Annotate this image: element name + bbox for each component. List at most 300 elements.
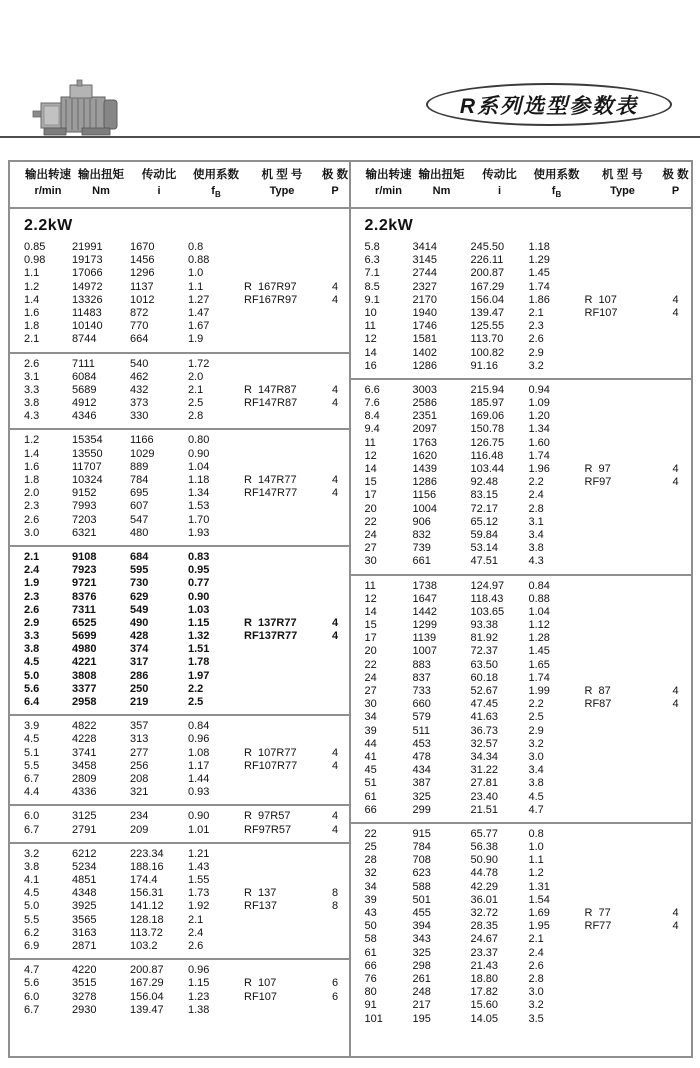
cell-type: RF87 [584, 698, 612, 711]
cell-torque: 298 [412, 959, 431, 972]
cell-type [585, 881, 661, 894]
cell-pole [661, 933, 691, 946]
cell-ratio: 549 [130, 603, 149, 616]
cell-factor: 1.74 [528, 280, 550, 293]
cell-factor: 1.34 [188, 487, 210, 500]
cell-torque: 2958 [72, 696, 97, 708]
cell-ratio: 428 [130, 630, 149, 643]
right-column-body-blocks [351, 237, 692, 1031]
cell-ratio: 156.04 [470, 293, 505, 306]
cell-type [585, 854, 661, 867]
cell-ratio: 63.50 [470, 658, 499, 671]
table-row [10, 656, 349, 669]
cell-type [244, 773, 320, 786]
cell-torque: 739 [412, 542, 431, 555]
gearmotor-drawing [32, 76, 124, 140]
header-ratio-cn: 传动比 [482, 169, 517, 182]
cell-factor: 1.92 [188, 900, 210, 913]
cell-torque: 3278 [72, 990, 97, 1003]
cell-torque: 2744 [412, 267, 437, 280]
cell-ratio: 462 [130, 370, 149, 383]
cell-speed: 12 [364, 592, 377, 605]
cell-factor: 1.0 [188, 267, 204, 280]
cell-ratio: 208 [130, 772, 149, 785]
cell-type [244, 551, 320, 564]
table-row [351, 450, 692, 463]
cell-type [585, 933, 661, 946]
cell-factor: 2.6 [528, 959, 544, 972]
cell-factor: 3.2 [528, 737, 544, 750]
table-row [351, 580, 692, 593]
cell-pole [661, 645, 691, 658]
cell-pole [661, 529, 691, 542]
cell-speed: 16 [364, 359, 377, 372]
table-row [10, 487, 349, 500]
table-row [351, 1013, 692, 1026]
table-row [10, 333, 349, 346]
table-row [351, 659, 692, 672]
table-row [10, 461, 349, 474]
cell-type [585, 423, 661, 436]
cell-pole [661, 738, 691, 751]
cell-factor: 1.69 [528, 907, 550, 919]
cell-ratio: 124.97 [470, 579, 505, 592]
table-row [10, 371, 349, 384]
cell-torque: 3741 [72, 746, 97, 759]
header-speed-cn: 输出转速 [365, 169, 412, 182]
cell-factor: 4.5 [528, 790, 544, 803]
cell-pole [661, 973, 691, 986]
cell-factor: 2.2 [528, 698, 544, 711]
cell-factor: 1.01 [188, 823, 210, 836]
cell-factor: 2.8 [528, 502, 544, 515]
cell-type [244, 577, 320, 590]
table-row [10, 281, 349, 294]
cell-type [585, 489, 661, 502]
cell-speed: 5.0 [24, 900, 40, 913]
cell-speed: 1.8 [24, 320, 40, 333]
cell-torque: 501 [412, 893, 431, 906]
cell-factor: 3.8 [528, 777, 544, 790]
cell-speed: 5.6 [24, 682, 40, 695]
cell-speed: 14 [364, 605, 377, 618]
cell-pole [661, 437, 691, 450]
header-torque-cn: 输出扭矩 [78, 169, 124, 182]
cell-speed: 6.7 [24, 823, 40, 836]
cell-ratio: 60.18 [470, 671, 499, 684]
cell-pole [320, 670, 350, 683]
header-torque-unit: Nm [92, 184, 110, 197]
cell-ratio: 56.38 [470, 841, 499, 854]
cell-pole [661, 593, 691, 606]
cell-pole [320, 434, 350, 447]
cell-pole: 6 [331, 977, 339, 990]
cell-torque: 7311 [72, 603, 96, 616]
cell-speed: 91 [364, 999, 377, 1012]
cell-speed: 17 [364, 632, 377, 645]
cell-torque: 2097 [412, 423, 437, 436]
cell-pole [661, 828, 691, 841]
cell-factor: 1.60 [528, 436, 550, 449]
cell-torque: 4912 [72, 397, 97, 410]
cell-speed: 20 [364, 502, 377, 515]
cell-torque: 1581 [412, 333, 437, 346]
cell-ratio: 65.77 [470, 827, 499, 840]
cell-torque: 7993 [72, 500, 97, 513]
cell-pole [320, 527, 350, 540]
cell-torque: 3565 [72, 913, 97, 926]
cell-pole [661, 619, 691, 632]
cell-torque: 2871 [72, 940, 97, 952]
series-title: R系列选型参数表 [459, 94, 639, 118]
cell-factor: 3.2 [528, 359, 544, 372]
cell-ratio: 1137 [130, 280, 154, 293]
cell-pole [320, 940, 350, 953]
cell-ratio: 357 [130, 720, 149, 733]
cell-ratio: 1456 [130, 254, 155, 267]
table-row [10, 760, 349, 773]
cell-type [585, 804, 661, 817]
data-block [10, 714, 349, 804]
cell-ratio: 21.51 [470, 803, 499, 816]
cell-ratio: 59.84 [470, 528, 499, 541]
cell-pole: 4 [331, 383, 339, 396]
table-row [10, 320, 349, 333]
table-column-right [351, 162, 692, 1056]
cell-pole [661, 555, 691, 568]
cell-torque: 13326 [72, 293, 103, 306]
cell-torque: 4348 [72, 887, 97, 900]
cell-ratio: 34.34 [470, 750, 499, 763]
cell-speed: 1.4 [24, 447, 40, 460]
cell-torque: 387 [412, 777, 431, 790]
cell-ratio: 150.78 [470, 423, 505, 436]
cell-type [585, 397, 661, 410]
cell-pole [320, 643, 350, 656]
cell-torque: 21991 [72, 241, 103, 253]
cell-ratio: 215.94 [470, 383, 505, 396]
cell-factor: 1.34 [528, 423, 550, 436]
cell-speed: 6.0 [24, 990, 40, 1003]
cell-type: R 97 [584, 463, 611, 475]
cell-speed: 9.1 [364, 293, 380, 306]
cell-pole: 4 [331, 487, 339, 500]
cell-speed: 2.9 [24, 616, 40, 629]
table-row [10, 927, 349, 940]
cell-factor: 2.2 [528, 476, 544, 489]
cell-torque: 1647 [412, 592, 437, 605]
cell-speed: 2.6 [24, 603, 40, 616]
table-row [351, 307, 692, 320]
data-block [10, 237, 349, 352]
cell-torque: 1156 [412, 489, 437, 502]
cell-ratio: 540 [130, 357, 149, 370]
table-row [10, 643, 349, 656]
table-row [10, 810, 349, 823]
cell-speed: 61 [364, 790, 377, 803]
cell-factor: 1.15 [188, 977, 210, 990]
cell-pole [320, 773, 350, 786]
cell-speed: 11 [364, 320, 376, 333]
cell-type [585, 841, 661, 854]
cell-ratio: 330 [130, 410, 149, 423]
cell-speed: 20 [364, 645, 377, 658]
cell-speed: 17 [364, 489, 377, 502]
table-row [351, 489, 692, 502]
data-block [351, 237, 692, 378]
cell-speed: 6.3 [364, 254, 380, 267]
table-row [10, 434, 349, 447]
cell-factor: 2.1 [188, 383, 204, 396]
table-row [10, 397, 349, 410]
cell-type [244, 1004, 320, 1017]
cell-ratio: 72.17 [470, 502, 499, 515]
cell-type: R 77 [584, 907, 611, 919]
cell-ratio: 432 [130, 383, 149, 396]
cell-pole: 8 [331, 900, 339, 913]
cell-factor: 1.38 [188, 1003, 210, 1016]
cell-type [244, 333, 320, 346]
table-row [351, 711, 692, 724]
cell-pole [661, 450, 691, 463]
cell-speed: 2.3 [24, 590, 40, 603]
cell-type [585, 894, 661, 907]
cell-speed: 43 [364, 907, 377, 919]
cell-pole [320, 577, 350, 590]
cell-pole [661, 397, 691, 410]
cell-type [244, 461, 320, 474]
cell-pole [661, 241, 691, 254]
cell-factor: 1.65 [528, 658, 550, 671]
cell-torque: 3163 [72, 926, 97, 939]
cell-type [585, 516, 661, 529]
cell-torque: 14972 [72, 280, 103, 293]
cell-factor: 0.90 [188, 590, 210, 603]
cell-factor: 1.29 [528, 254, 550, 267]
cell-pole [661, 659, 691, 672]
cell-type [244, 733, 320, 746]
cell-pole [320, 1004, 350, 1017]
cell-speed: 0.98 [24, 254, 46, 267]
cell-torque: 1763 [412, 436, 437, 449]
header-speed-unit: r/min [34, 184, 62, 197]
cell-torque: 588 [412, 880, 431, 893]
cell-speed: 101 [364, 1012, 383, 1025]
cell-type [585, 659, 661, 672]
cell-speed: 22 [364, 658, 377, 671]
cell-pole [320, 358, 350, 371]
cell-factor: 1.9 [188, 333, 204, 346]
table-row [351, 267, 692, 280]
cell-speed: 41 [364, 750, 377, 763]
header-torque-cn: 输出扭矩 [418, 169, 465, 182]
cell-speed: 24 [364, 671, 377, 684]
cell-type [585, 986, 661, 999]
cell-speed: 3.8 [24, 860, 40, 873]
cell-type [244, 964, 320, 977]
cell-type: RF137 [244, 900, 278, 913]
cell-pole [320, 591, 350, 604]
cell-speed: 1.9 [24, 577, 40, 590]
header-ratio-unit: i [497, 184, 502, 197]
cell-speed: 6.9 [24, 940, 40, 952]
table-row [10, 410, 349, 423]
cell-torque: 1139 [412, 632, 437, 645]
table-row [10, 720, 349, 733]
data-block [351, 822, 692, 1031]
table-row [10, 307, 349, 320]
cell-type [585, 450, 661, 463]
cell-torque: 511 [412, 724, 431, 737]
cell-type [585, 960, 661, 973]
cell-type [244, 786, 320, 799]
table-row [351, 685, 692, 698]
cell-torque: 10140 [72, 320, 103, 333]
table-row [351, 777, 692, 790]
table-row [10, 964, 349, 977]
cell-torque: 325 [412, 946, 431, 959]
cell-torque: 343 [412, 933, 431, 946]
cell-ratio: 52.67 [470, 685, 499, 697]
cell-pole: 4 [331, 616, 339, 629]
cell-pole [320, 696, 350, 709]
table-row [351, 320, 692, 333]
table-row [10, 773, 349, 786]
cell-ratio: 1296 [130, 267, 155, 280]
cell-torque: 6525 [72, 616, 97, 629]
cell-speed: 8.4 [364, 410, 380, 423]
cell-ratio: 83.15 [470, 489, 499, 502]
cell-pole: 4 [331, 759, 339, 772]
cell-type: RF77 [584, 920, 612, 933]
cell-speed: 4.3 [24, 410, 40, 423]
cell-torque: 661 [412, 555, 431, 568]
header-ratio-unit: i [157, 184, 161, 197]
cell-speed: 22 [364, 827, 377, 840]
table-row [351, 725, 692, 738]
table-row [10, 747, 349, 760]
header-pole-cn: 极 数 [321, 169, 349, 182]
cell-pole [661, 725, 691, 738]
cell-factor: 1.55 [188, 874, 210, 887]
cell-pole [661, 606, 691, 619]
cell-pole [661, 347, 691, 360]
cell-pole [661, 960, 691, 973]
cell-speed: 12 [364, 449, 377, 462]
cell-ratio: 490 [130, 616, 149, 629]
cell-factor: 1.54 [528, 893, 550, 906]
cell-factor: 1.51 [188, 643, 210, 656]
cell-pole [320, 861, 350, 874]
cell-torque: 15354 [72, 434, 103, 447]
cell-speed: 3.1 [24, 370, 40, 383]
cell-pole [661, 804, 691, 817]
cell-ratio: 18.80 [470, 972, 499, 985]
cell-ratio: 1166 [130, 434, 154, 447]
cell-type [585, 791, 661, 804]
cell-torque: 2809 [72, 772, 97, 785]
cell-ratio: 223.34 [130, 847, 164, 860]
cell-speed: 15 [364, 476, 377, 489]
header-factor-cn: 使用系数 [193, 169, 239, 182]
cell-factor: 0.83 [188, 550, 210, 563]
cell-ratio: 480 [130, 526, 149, 539]
cell-type [585, 384, 661, 397]
cell-speed: 6.7 [24, 772, 40, 785]
table-row [351, 973, 692, 986]
cell-ratio: 65.12 [470, 515, 499, 528]
cell-speed: 2.4 [24, 564, 40, 577]
cell-torque: 708 [412, 854, 431, 867]
cell-type [244, 241, 320, 254]
cell-ratio: 200.87 [470, 267, 505, 280]
cell-speed: 2.0 [24, 487, 40, 500]
cell-speed: 27 [364, 685, 377, 697]
cell-torque: 4228 [72, 733, 97, 746]
cell-torque: 5234 [72, 860, 97, 873]
cell-pole: 4 [672, 698, 679, 711]
cell-speed: 44 [364, 737, 377, 750]
cell-type: R 87 [584, 685, 611, 697]
cell-torque: 9721 [72, 577, 97, 590]
cell-ratio: 219 [130, 696, 149, 708]
cell-type [585, 711, 661, 724]
cell-factor: 0.96 [188, 964, 210, 977]
cell-type [585, 751, 661, 764]
header-type-cn: 机 型 号 [602, 169, 643, 182]
cell-torque: 784 [412, 841, 431, 854]
cell-type [585, 542, 661, 555]
cell-factor: 2.2 [188, 682, 204, 695]
cell-factor: 0.90 [188, 447, 210, 460]
cell-speed: 2.1 [24, 550, 40, 563]
cell-torque: 832 [412, 528, 431, 541]
cell-pole [661, 516, 691, 529]
table-row [351, 804, 692, 817]
cell-speed: 22 [364, 515, 377, 528]
cell-pole [661, 841, 691, 854]
table-row [10, 267, 349, 280]
table-row [351, 463, 692, 476]
table-row [10, 786, 349, 799]
cell-ratio: 188.16 [130, 860, 164, 873]
power-rating-label: 2.2kW [364, 217, 414, 234]
cell-factor: 1.04 [188, 460, 210, 473]
cell-speed: 5.5 [24, 759, 40, 772]
cell-pole [661, 1013, 691, 1026]
cell-ratio: 256 [130, 759, 149, 772]
cell-ratio: 139.47 [130, 1003, 164, 1016]
cell-pole [661, 632, 691, 645]
cell-type [585, 632, 661, 645]
table-row [10, 848, 349, 861]
cell-type: R 107 [584, 293, 617, 306]
cell-type [244, 696, 320, 709]
table-row [351, 347, 692, 360]
cell-factor: 1.09 [528, 397, 550, 410]
cell-torque: 11707 [72, 460, 102, 473]
table-row [10, 448, 349, 461]
cell-speed: 30 [364, 698, 377, 711]
cell-factor: 0.90 [188, 810, 210, 823]
cell-ratio: 23.40 [470, 790, 499, 803]
table-row [10, 551, 349, 564]
cell-type [244, 604, 320, 617]
cell-type: R 147R87 [244, 383, 297, 396]
cell-pole [661, 410, 691, 423]
cell-type [244, 371, 320, 384]
cell-type [585, 267, 661, 280]
